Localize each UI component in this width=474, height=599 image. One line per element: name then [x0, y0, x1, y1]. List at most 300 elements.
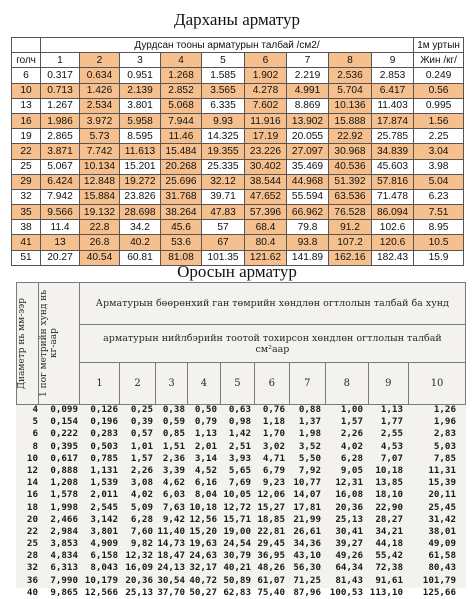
diameter-cell: 18 — [26, 501, 38, 513]
area-cell: 25,45 — [428, 501, 456, 513]
area-cell: 1,51 — [162, 440, 185, 452]
area-cell: 4.991 — [287, 83, 329, 98]
weight-cell: 3.98 — [414, 159, 464, 174]
area-cell: 11.916 — [245, 113, 287, 128]
area-cell: 107.2 — [329, 235, 372, 250]
area-cell: 3,02 — [262, 440, 285, 452]
area-cell: 24,54 — [223, 538, 251, 550]
area-cell: 93.8 — [287, 235, 329, 250]
diameter-cell: 8 — [32, 440, 38, 452]
area-cell: 23.826 — [120, 189, 161, 204]
weight-cell: 0.995 — [414, 98, 464, 113]
area-cell: 4,909 — [90, 538, 118, 550]
area-cell: 68.4 — [245, 220, 287, 235]
area-cell: 8,043 — [90, 562, 118, 574]
area-cell: 3,08 — [130, 477, 153, 489]
area-cell: 3,142 — [90, 513, 118, 525]
area-cell: 14,07 — [293, 489, 321, 501]
area-cell: 26.8 — [80, 235, 120, 250]
area-cell: 3.871 — [41, 144, 80, 159]
area-cell: 9.566 — [41, 205, 80, 220]
area-cell: 15,27 — [257, 501, 285, 513]
area-cell: 14,73 — [157, 538, 185, 550]
area-cell: 2.852 — [161, 83, 202, 98]
area-cell: 25.785 — [372, 129, 414, 144]
diameter-cell: 40 — [26, 586, 38, 598]
weight-cell: 3.04 — [414, 144, 464, 159]
area-subheader: арматурын нийлбэрийн тоотой тохирсон хөндлөн огтлолын талбай см²аар — [79, 325, 465, 363]
area-cell: 91,61 — [375, 574, 403, 586]
area-cell: 44.968 — [287, 174, 329, 189]
area-cell: 1,77 — [380, 416, 403, 428]
diameter-cell: 35 — [12, 205, 41, 220]
area-cell: 0.634 — [80, 68, 120, 83]
table-row — [16, 441, 466, 453]
table-row — [16, 538, 466, 550]
diameter-cell: 16 — [12, 113, 41, 128]
area-cell: 20.055 — [287, 129, 329, 144]
area-cell: 22.92 — [329, 129, 372, 144]
area-cell: 81,43 — [335, 574, 363, 586]
area-cell: 8,04 — [194, 489, 217, 501]
diameter-cell: 16 — [26, 489, 38, 501]
area-cell: 1.902 — [245, 68, 287, 83]
count-header-5: 5 — [202, 53, 245, 68]
table-row — [16, 477, 466, 489]
area-cell: 12,31 — [335, 477, 363, 489]
table-row — [12, 83, 464, 98]
area-cell: 80,43 — [428, 562, 456, 574]
area-cell: 4,53 — [380, 440, 403, 452]
table-row — [16, 416, 466, 428]
area-cell: 2,545 — [90, 501, 118, 513]
area-cell: 80.4 — [245, 235, 287, 250]
weight-cell: 9,865 — [50, 586, 78, 598]
area-cell: 22.8 — [80, 220, 120, 235]
area-cell: 13.902 — [287, 113, 329, 128]
weight-cell: 1.56 — [414, 113, 464, 128]
area-cell: 1,539 — [90, 477, 118, 489]
area-cell: 18,85 — [257, 513, 285, 525]
area-cell: 20,36 — [335, 501, 363, 513]
diameter-cell: 14 — [26, 477, 38, 489]
area-cell: 3,14 — [194, 452, 217, 464]
area-cell: 28.698 — [120, 205, 161, 220]
area-cell: 102.6 — [372, 220, 414, 235]
table-row — [12, 174, 464, 189]
count-header-1: 1 — [79, 363, 120, 405]
area-cell: 34.2 — [120, 220, 161, 235]
area-cell: 0,57 — [130, 428, 153, 440]
area-cell: 2.139 — [120, 83, 161, 98]
area-cell: 15,39 — [428, 477, 456, 489]
area-cell: 79.8 — [287, 220, 329, 235]
diameter-cell: 10 — [26, 452, 38, 464]
table-row — [12, 189, 464, 204]
table-row — [16, 502, 466, 514]
area-cell: 13,85 — [375, 477, 403, 489]
domestic-rebar-table — [11, 37, 464, 266]
area-cell: 91.2 — [329, 220, 372, 235]
weight-cell: 0.56 — [414, 83, 464, 98]
diameter-header: голч — [12, 53, 41, 68]
area-cell: 48,26 — [257, 562, 285, 574]
area-cell: 47.83 — [202, 205, 245, 220]
diameter-cell: 22 — [12, 144, 41, 159]
area-cell: 15,71 — [223, 513, 251, 525]
area-cell: 55,42 — [375, 550, 403, 562]
area-cell: 16,09 — [125, 562, 153, 574]
area-cell: 11.46 — [161, 129, 202, 144]
area-cell: 38.544 — [245, 174, 287, 189]
area-cell: 81.08 — [161, 250, 202, 265]
area-cell: 17,81 — [293, 501, 321, 513]
area-cell: 7,85 — [433, 452, 456, 464]
weight-cell: 8.95 — [414, 220, 464, 235]
diameter-cell: 13 — [12, 98, 41, 113]
weight-cell: 2,466 — [50, 513, 78, 525]
area-cell: 0,50 — [194, 404, 217, 415]
area-cell: 9.93 — [202, 113, 245, 128]
area-cell: 19,00 — [223, 525, 251, 537]
russian-rebar-title: Оросын арматур — [177, 262, 297, 281]
area-cell: 57 — [202, 220, 245, 235]
area-cell: 11.403 — [372, 98, 414, 113]
area-cell: 1,57 — [130, 452, 153, 464]
area-cell: 0,38 — [162, 404, 185, 415]
area-cell: 31,42 — [428, 513, 456, 525]
area-cell: 1,26 — [433, 404, 456, 415]
area-cell: 61,07 — [257, 574, 285, 586]
area-cell: 19,63 — [189, 538, 217, 550]
area-cell: 25.335 — [202, 159, 245, 174]
table-row — [12, 159, 464, 174]
area-cell: 2.219 — [287, 68, 329, 83]
count-header-3: 3 — [155, 363, 187, 405]
area-cell: 24,63 — [189, 550, 217, 562]
area-cell: 1,96 — [433, 416, 456, 428]
count-header-1: 1 — [41, 53, 80, 68]
weight-cell: 0,617 — [50, 452, 78, 464]
area-cell: 18,47 — [157, 550, 185, 562]
area-cell: 2,83 — [433, 428, 456, 440]
area-weight-header: Арматурын бөөрөнхий ган төмрийн хөндлөн огтлолын талбай ба хунд — [79, 283, 465, 325]
area-cell: 40,21 — [223, 562, 251, 574]
area-cell: 11.613 — [120, 144, 161, 159]
area-cell: 37,70 — [157, 586, 185, 598]
area-cell: 56,30 — [293, 562, 321, 574]
area-cell: 57.396 — [245, 205, 287, 220]
count-header-2: 2 — [80, 53, 120, 68]
weight-unit-header: Жин /кг/ — [414, 53, 464, 68]
area-cell: 11,40 — [157, 525, 185, 537]
area-cell: 67 — [202, 235, 245, 250]
area-cell: 40.54 — [80, 250, 120, 265]
area-cell: 55.594 — [287, 189, 329, 204]
area-cell: 17.19 — [245, 129, 287, 144]
area-cell: 66.962 — [287, 205, 329, 220]
area-header: Дурдсан тооны арматурын талбай /см2/ — [41, 38, 414, 53]
area-cell: 0,25 — [130, 404, 153, 415]
area-cell: 34,21 — [375, 525, 403, 537]
area-cell: 0,59 — [162, 416, 185, 428]
russian-rebar-table-header — [16, 282, 466, 405]
area-cell: 15,20 — [189, 525, 217, 537]
area-cell: 2,01 — [194, 440, 217, 452]
diameter-cell: 51 — [12, 250, 41, 265]
table-row — [16, 526, 466, 538]
area-cell: 19.132 — [80, 205, 120, 220]
area-cell: 47.652 — [245, 189, 287, 204]
area-cell: 2,26 — [130, 464, 153, 476]
area-cell: 2,55 — [380, 428, 403, 440]
table-row — [12, 129, 464, 144]
area-cell: 0,39 — [130, 416, 153, 428]
area-cell: 5.068 — [161, 98, 202, 113]
area-cell: 32.12 — [202, 174, 245, 189]
area-cell: 24,13 — [157, 562, 185, 574]
diameter-column-header: Диаметр нь мм-ээр — [17, 283, 39, 405]
area-cell: 32,17 — [189, 562, 217, 574]
area-cell: 31.768 — [161, 189, 202, 204]
count-header-5: 5 — [220, 363, 254, 405]
area-cell: 4.278 — [245, 83, 287, 98]
count-header-9: 9 — [368, 363, 409, 405]
area-cell: 61,58 — [428, 550, 456, 562]
weight-cell: 0,395 — [50, 440, 78, 452]
diameter-cell: 22 — [26, 525, 38, 537]
area-cell: 12.848 — [80, 174, 120, 189]
area-cell: 14.325 — [202, 129, 245, 144]
weight-cell: 2,984 — [50, 525, 78, 537]
area-cell: 182.43 — [372, 250, 414, 265]
diameter-cell: 10 — [12, 83, 41, 98]
area-cell: 71,25 — [293, 574, 321, 586]
count-header-8: 8 — [329, 53, 372, 68]
area-cell: 0,283 — [90, 428, 118, 440]
table-row — [16, 550, 466, 562]
area-cell: 45.603 — [372, 159, 414, 174]
area-cell: 71.478 — [372, 189, 414, 204]
area-cell: 1,00 — [340, 404, 363, 415]
diameter-cell: 32 — [26, 562, 38, 574]
area-cell: 15.484 — [161, 144, 202, 159]
area-cell: 50,27 — [189, 586, 217, 598]
table-row — [12, 113, 464, 128]
area-cell: 6,158 — [90, 550, 118, 562]
area-cell: 15.201 — [120, 159, 161, 174]
area-cell: 34,36 — [293, 538, 321, 550]
diameter-cell: 5 — [32, 416, 38, 428]
area-cell: 0,63 — [228, 404, 251, 415]
area-cell: 5.067 — [41, 159, 80, 174]
area-cell: 36,95 — [257, 550, 285, 562]
count-header-2: 2 — [120, 363, 155, 405]
weight-cell: 7,990 — [50, 574, 78, 586]
area-cell: 45.6 — [161, 220, 202, 235]
table-row — [12, 68, 464, 83]
count-header-4: 4 — [188, 363, 220, 405]
weight-cell: 0,888 — [50, 464, 78, 476]
area-cell: 4,02 — [130, 489, 153, 501]
diameter-cell: 20 — [26, 513, 38, 525]
area-cell: 38,01 — [428, 525, 456, 537]
count-header-10: 10 — [409, 363, 466, 405]
area-cell: 5,09 — [130, 501, 153, 513]
area-cell: 23.226 — [245, 144, 287, 159]
area-cell: 1,42 — [228, 428, 251, 440]
area-cell: 3,52 — [298, 440, 321, 452]
area-cell: 21,99 — [293, 513, 321, 525]
table-row — [16, 453, 466, 465]
area-cell: 5,03 — [433, 440, 456, 452]
area-cell: 2.534 — [80, 98, 120, 113]
area-cell: 1.426 — [80, 83, 120, 98]
diameter-cell: 4 — [32, 404, 38, 415]
diameter-cell: 36 — [26, 574, 38, 586]
area-cell: 17.874 — [372, 113, 414, 128]
area-cell: 10.136 — [329, 98, 372, 113]
area-cell: 44,18 — [375, 538, 403, 550]
weight-cell: 6,313 — [50, 562, 78, 574]
diameter-cell: 6 — [32, 428, 38, 440]
diameter-cell: 12 — [26, 464, 38, 476]
table-row — [16, 404, 466, 416]
area-cell: 5.73 — [80, 129, 120, 144]
area-cell: 87,96 — [293, 586, 321, 598]
diameter-cell: 41 — [12, 235, 41, 250]
weight-cell: 7.51 — [414, 205, 464, 220]
area-cell: 5,65 — [228, 464, 251, 476]
table-row — [16, 465, 466, 477]
count-header-7: 7 — [289, 363, 325, 405]
area-cell: 10,18 — [189, 501, 217, 513]
area-cell: 2,51 — [228, 440, 251, 452]
weight-cell: 0,099 — [50, 404, 78, 415]
area-cell: 64,34 — [335, 562, 363, 574]
area-cell: 49,26 — [335, 550, 363, 562]
table-row — [12, 235, 464, 250]
area-cell: 1.268 — [161, 68, 202, 83]
area-cell: 16,08 — [335, 489, 363, 501]
diameter-cell: 19 — [12, 129, 41, 144]
diameter-cell: 38 — [12, 220, 41, 235]
weight-column-header: 1 пог метрийн хунд нь кг-аар — [39, 283, 80, 405]
area-cell: 5.958 — [120, 113, 161, 128]
area-cell: 7.942 — [41, 189, 80, 204]
area-cell: 9,42 — [162, 513, 185, 525]
count-header-9: 9 — [372, 53, 414, 68]
area-cell: 30.968 — [329, 144, 372, 159]
count-header-3: 3 — [120, 53, 161, 68]
area-cell: 35.469 — [287, 159, 329, 174]
area-cell: 13 — [41, 235, 80, 250]
area-cell: 50,89 — [223, 574, 251, 586]
area-cell: 39.71 — [202, 189, 245, 204]
table-row — [16, 575, 466, 587]
area-cell: 25.696 — [161, 174, 202, 189]
area-cell: 1,131 — [90, 464, 118, 476]
area-cell: 7,69 — [228, 477, 251, 489]
area-cell: 3,801 — [90, 525, 118, 537]
corner-cell — [12, 38, 41, 53]
area-cell: 40,72 — [189, 574, 217, 586]
area-cell: 5,50 — [298, 452, 321, 464]
area-cell: 63.536 — [329, 189, 372, 204]
table-row — [12, 98, 464, 113]
area-cell: 7,60 — [130, 525, 153, 537]
area-cell: 51.392 — [329, 174, 372, 189]
area-cell: 162.16 — [329, 250, 372, 265]
area-cell: 8.595 — [120, 129, 161, 144]
area-cell: 57.816 — [372, 174, 414, 189]
area-cell: 7,63 — [162, 501, 185, 513]
area-cell: 6,16 — [194, 477, 217, 489]
area-cell: 121.62 — [245, 250, 287, 265]
weight-cell: 0,222 — [50, 428, 78, 440]
area-cell: 30,54 — [157, 574, 185, 586]
area-cell: 4,62 — [162, 477, 185, 489]
area-cell: 5.704 — [329, 83, 372, 98]
area-cell: 9,23 — [262, 477, 285, 489]
area-cell: 15.884 — [80, 189, 120, 204]
area-cell: 0,76 — [262, 404, 285, 415]
area-cell: 1.267 — [41, 98, 80, 113]
area-cell: 7.742 — [80, 144, 120, 159]
diameter-cell: 6 — [12, 68, 41, 83]
weight-cell: 5.04 — [414, 174, 464, 189]
area-cell: 100,53 — [329, 586, 363, 598]
area-cell: 3,39 — [162, 464, 185, 476]
area-cell: 10,179 — [84, 574, 118, 586]
area-cell: 11.4 — [41, 220, 80, 235]
area-cell: 101,79 — [422, 574, 456, 586]
area-cell: 75,40 — [257, 586, 285, 598]
table-row — [12, 205, 464, 220]
area-cell: 12,56 — [189, 513, 217, 525]
area-cell: 0.713 — [41, 83, 80, 98]
weight-cell: 15.9 — [414, 250, 464, 265]
area-cell: 1,13 — [194, 428, 217, 440]
area-cell: 20.27 — [41, 250, 80, 265]
area-cell: 6.417 — [372, 83, 414, 98]
area-cell: 28,27 — [375, 513, 403, 525]
area-cell: 1,01 — [130, 440, 153, 452]
area-cell: 8.869 — [287, 98, 329, 113]
weight-header: 1м уртын — [414, 38, 464, 53]
area-cell: 20,11 — [428, 489, 456, 501]
area-cell: 49,09 — [428, 538, 456, 550]
area-cell: 1.986 — [41, 113, 80, 128]
count-header-7: 7 — [287, 53, 329, 68]
area-cell: 11,31 — [428, 464, 456, 476]
area-cell: 12,32 — [125, 550, 153, 562]
area-cell: 10,77 — [293, 477, 321, 489]
area-cell: 0,503 — [90, 440, 118, 452]
area-cell: 12,72 — [223, 501, 251, 513]
area-cell: 10,18 — [375, 464, 403, 476]
table-row — [16, 428, 466, 440]
area-cell: 18,10 — [375, 489, 403, 501]
area-cell: 0,88 — [298, 404, 321, 415]
area-cell: 101.35 — [202, 250, 245, 265]
weight-cell: 0,154 — [50, 416, 78, 428]
area-cell: 86.094 — [372, 205, 414, 220]
area-cell: 0,126 — [90, 404, 118, 415]
area-cell: 10,05 — [223, 489, 251, 501]
area-cell: 3.972 — [80, 113, 120, 128]
area-cell: 7.944 — [161, 113, 202, 128]
